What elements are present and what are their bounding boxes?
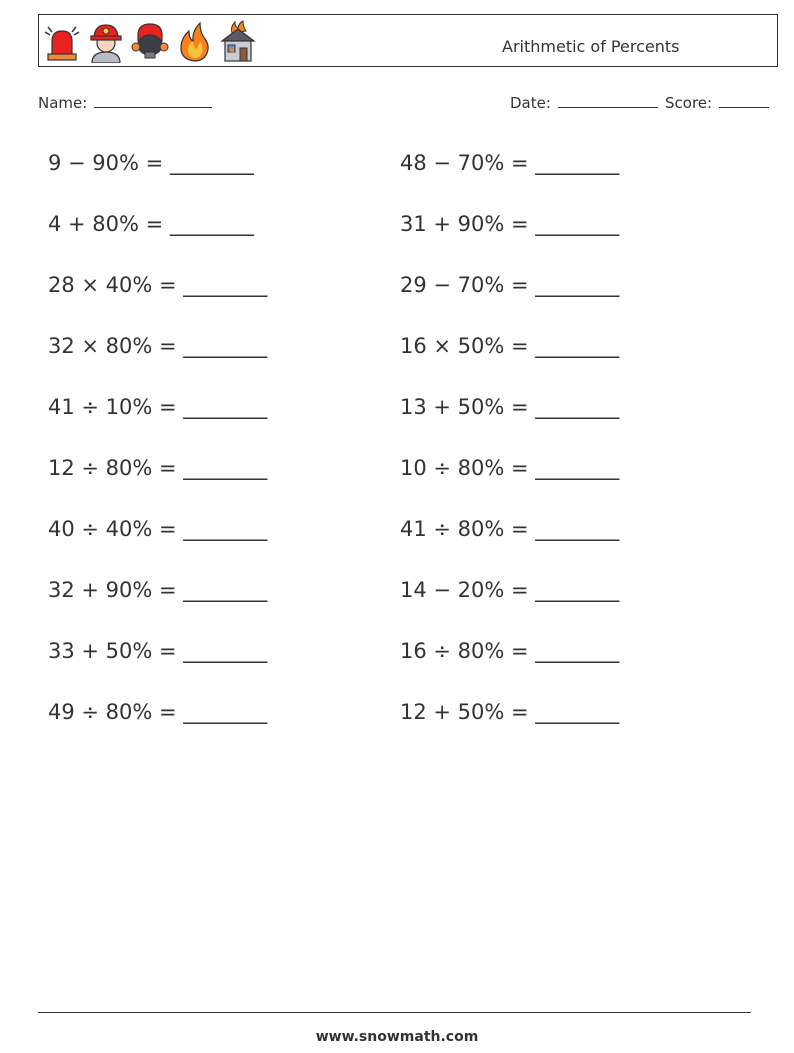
problem-right-3[interactable]: 29 − 70% = ________ (400, 273, 620, 297)
burning-house-icon (218, 19, 258, 63)
problem-left-1[interactable]: 9 − 90% = ________ (48, 151, 254, 175)
problem-left-5[interactable]: 41 ÷ 10% = ________ (48, 395, 268, 419)
problem-right-7[interactable]: 41 ÷ 80% = ________ (400, 517, 620, 541)
score-label: Score: (665, 94, 713, 112)
problem-right-9[interactable]: 16 ÷ 80% = ________ (400, 639, 620, 663)
problem-left-7[interactable]: 40 ÷ 40% = ________ (48, 517, 268, 541)
worksheet-header (38, 14, 778, 67)
gas-mask-icon (130, 19, 170, 63)
score-blank[interactable] (719, 93, 769, 108)
problem-left-9[interactable]: 33 + 50% = ________ (48, 639, 268, 663)
footer-divider (38, 1012, 751, 1013)
problem-left-10[interactable]: 49 ÷ 80% = ________ (48, 700, 268, 724)
problem-left-8[interactable]: 32 + 90% = ________ (48, 578, 268, 602)
date-label: Date: (510, 94, 551, 112)
problem-left-2[interactable]: 4 + 80% = ________ (48, 212, 254, 236)
problem-right-4[interactable]: 16 × 50% = ________ (400, 334, 620, 358)
score-field (665, 93, 769, 112)
problem-right-8[interactable]: 14 − 20% = ________ (400, 578, 620, 602)
name-blank[interactable] (94, 93, 212, 108)
name-label: Name: (38, 94, 88, 112)
problem-left-4[interactable]: 32 × 80% = ________ (48, 334, 268, 358)
problem-right-2[interactable]: 31 + 90% = ________ (400, 212, 620, 236)
problem-right-10[interactable]: 12 + 50% = ________ (400, 700, 620, 724)
footer-website[interactable]: www.snowmath.com (315, 1029, 479, 1045)
siren-icon (42, 19, 82, 63)
problem-right-1[interactable]: 48 − 70% = ________ (400, 151, 620, 175)
firefighter-icon (86, 19, 126, 63)
problem-right-6[interactable]: 10 ÷ 80% = ________ (400, 456, 620, 480)
name-field (38, 93, 212, 112)
date-blank[interactable] (558, 93, 658, 108)
header-icons (42, 19, 258, 63)
worksheet-title: Arithmetic of Percents (502, 37, 680, 56)
problem-left-3[interactable]: 28 × 40% = ________ (48, 273, 268, 297)
problem-right-5[interactable]: 13 + 50% = ________ (400, 395, 620, 419)
date-field (510, 93, 658, 112)
flame-icon (174, 19, 214, 63)
problem-left-6[interactable]: 12 ÷ 80% = ________ (48, 456, 268, 480)
